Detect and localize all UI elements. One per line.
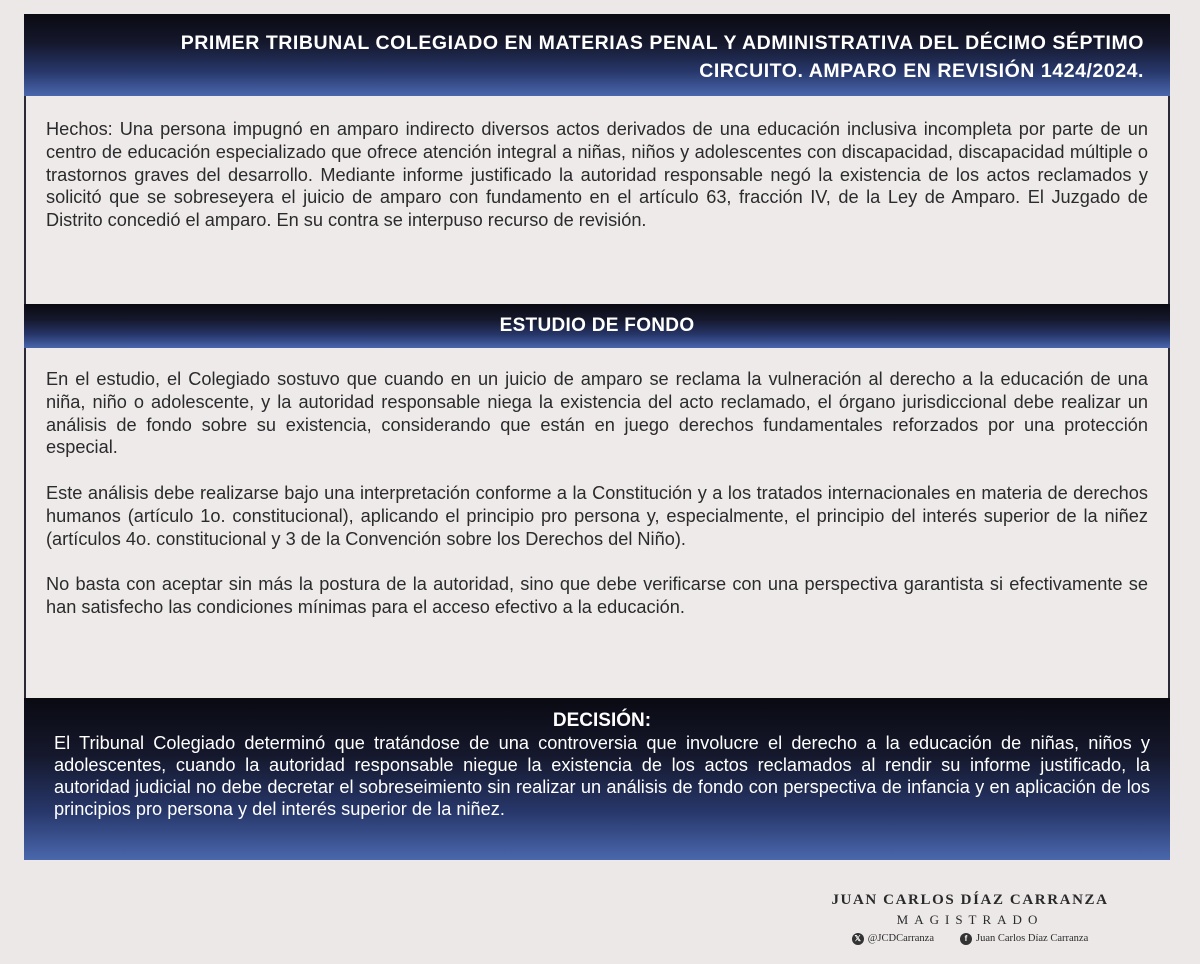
signature-block — [820, 890, 1120, 946]
study-section-bar — [24, 304, 1170, 348]
signature-name: JUAN CARLOS DÍAZ CARRANZA — [831, 892, 1109, 908]
study-paragraph-3: No basta con aceptar sin más la postura de la autoridad, sino que debe verificarse con una perspectiva garantista si efectivamente se han satisfecho las condiciones mínimas para el acceso efectivo a la educación. — [46, 574, 1148, 617]
header-banner — [24, 14, 1170, 96]
social-links — [820, 932, 1120, 946]
facts-panel — [24, 96, 1170, 304]
facebook-name: Juan Carlos Díaz Carranza — [975, 933, 1089, 944]
decision-text: El Tribunal Colegiado determinó que tratándose de una controversia que involucre el derecho a la educación de niñas, niños y adolescentes, cuando la autoridad responsable niegue la existencia de los actos reclamados al rendir su informe justificado, la autoridad judicial no debe decretar el sobreseimiento sin realizar un análisis de fondo con perspectiva de infancia y en aplicación de los principios pro persona y del interés superior de la niñez. — [54, 733, 1150, 819]
study-title: ESTUDIO DE FONDO — [499, 315, 695, 336]
study-paragraph-1: En el estudio, el Colegiado sostuvo que cuando en un juicio de amparo se reclama la vulneración al derecho a la educación de una niña, niño o adolescente, y la autoridad responsable niega la existencia del acto reclamado, el órgano jurisdiccional debe realizar un análisis de fondo sobre su existencia, considerando que están en juego derechos fundamentales reforzados por una protección especial. — [46, 369, 1148, 458]
x-logo-icon: 𝕏 — [852, 933, 864, 945]
signature-role: MAGISTRADO — [896, 912, 1044, 927]
x-handle: @JCDCarranza — [867, 933, 934, 944]
facebook-link[interactable] — [960, 932, 1088, 946]
header-title-line-2: CIRCUITO. AMPARO EN REVISIÓN 1424/2024. — [699, 60, 1144, 82]
facebook-icon: f — [960, 933, 972, 945]
header-title-line-1: PRIMER TRIBUNAL COLEGIADO EN MATERIAS PENAL Y ADMINISTRATIVA DEL DÉCIMO SÉPTIMO — [180, 32, 1144, 54]
study-paragraph-2: Este análisis debe realizarse bajo una interpretación conforme a la Constitución y a los tratados internacionales en materia de derechos humanos (artículo 1o. constitucional), aplicando el principio pro persona y, especialmente, el principio del interés superior de la niñez (artículos 4o. constitucional y 3 de la Convención sobre los Derechos del Niño). — [46, 482, 1148, 549]
study-panel — [24, 348, 1170, 698]
x-handle-link[interactable] — [852, 932, 934, 946]
decision-panel — [24, 698, 1170, 860]
facts-text: Hechos: Una persona impugnó en amparo indirecto diversos actos derivados de una educación inclusiva incompleta por parte de un centro de educación especializado que ofrece atención integral a niñas, niños y adolescentes con discapacidad, discapacidad múltiple o trastornos graves del desarrollo. Mediante informe justificado la autoridad responsable negó la existencia de los actos reclamados y solicitó que se sobreseyera el juicio de amparo con fundamento en el artículo 63, fracción IV, de la Ley de Amparo. El Juzgado de Distrito concedió el amparo. En su contra se interpuso recurso de revisión. — [46, 119, 1148, 231]
decision-title: DECISIÓN: — [552, 710, 652, 731]
